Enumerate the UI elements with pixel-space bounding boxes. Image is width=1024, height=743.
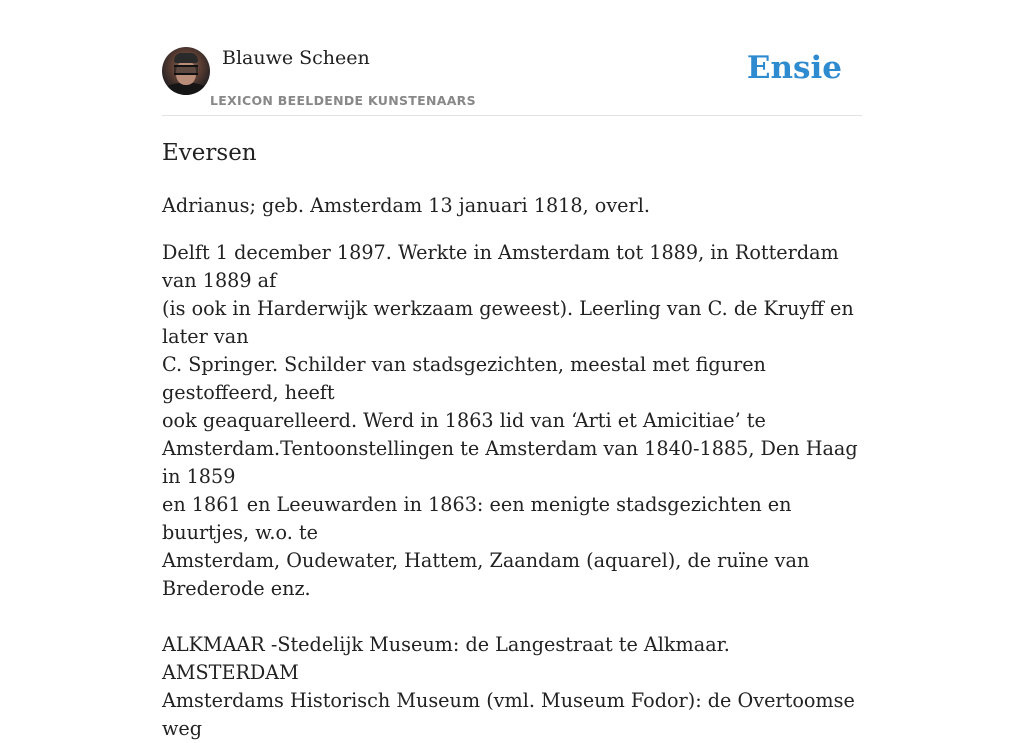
article-body: Delft 1 december 1897. Werkte in Amsterdam tot 1889, in Rotterdam van 1889 af (is ook in Harderwijk werkzaam geweest). Leerling van C. de Kruyff en later van C. Springer. Schilder van stadsgezichten, meestal met figuren gestoffeerd, heeft ook geaquarelleerd. Werd in 1863 lid van ‘Arti et Amicitiae’ te Amsterdam.Tentoonstellingen te Amsterdam van 1840-1885, Den Haag in 1859 en 1861 en Leeuwarden in 1863: een menigte stadsgezichten en buurtjes, w.o. te Amsterdam, Oudewater, Hattem, Zaandam (aquarel), de ruïne van Brederode enz. ALKMAAR -Stedelijk Museum: de Langestraat te Alkmaar. AMSTERDAM Amsterdams Historisch Museum (vml. Museum Fodor): de Overtoomse weg — [162, 241, 858, 740]
page-header — [162, 46, 862, 116]
article-content — [162, 192, 872, 743]
article-intro: Adrianus; geb. Amsterdam 13 januari 1818, overl. — [162, 194, 650, 217]
avatar-glasses — [174, 65, 198, 75]
section-label[interactable]: LEXICON BEELDENDE KUNSTENAARS — [210, 93, 476, 108]
brand-logo[interactable]: Ensie — [746, 50, 842, 86]
header-divider — [162, 115, 862, 116]
author-name[interactable]: Blauwe Scheen — [222, 47, 370, 69]
avatar-hair — [174, 53, 198, 63]
author-avatar[interactable] — [162, 47, 210, 95]
article-title: Eversen — [162, 140, 257, 166]
